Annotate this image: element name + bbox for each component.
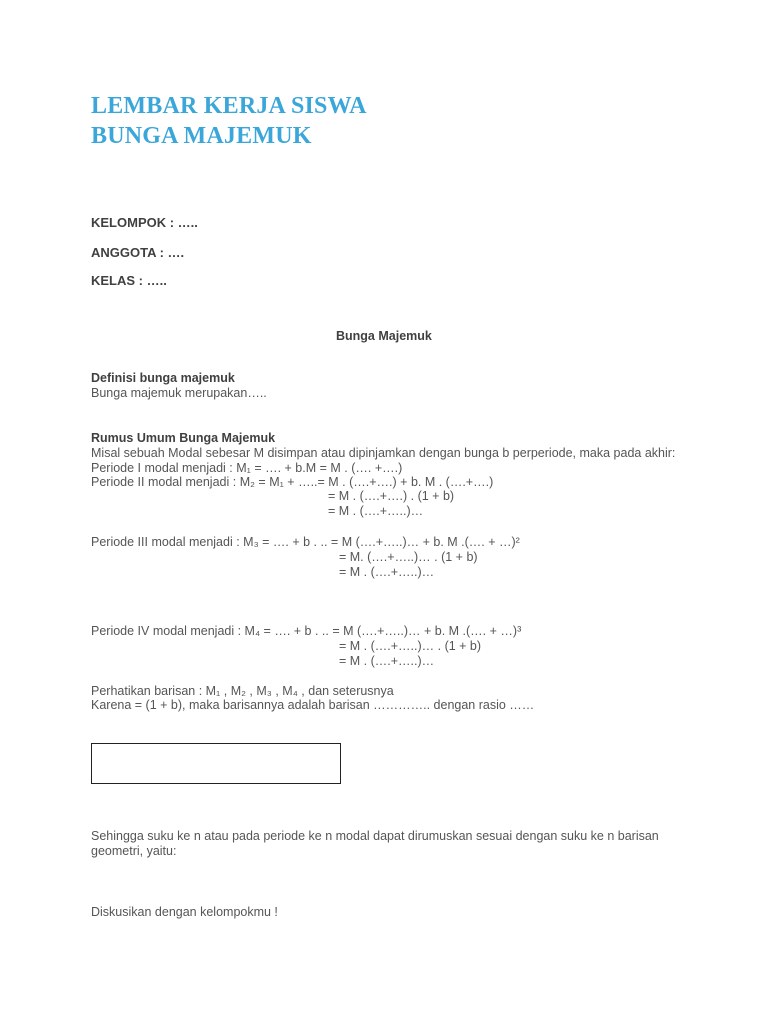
worksheet-title-line1: LEMBAR KERJA SISWA xyxy=(91,93,367,119)
periode-1: Periode I modal menjadi : M₁ = …. + b.M = M . (…. +….) xyxy=(91,461,403,475)
periode-3-line2: = M. (….+…..)… . (1 + b) xyxy=(339,550,478,564)
periode-4-line3: = M . (….+…..)… xyxy=(339,654,435,668)
periode-2-line3: = M . (….+…..)… xyxy=(328,504,424,518)
definisi-heading: Definisi bunga majemuk xyxy=(91,371,235,385)
karena-text: Karena = (1 + b), maka barisannya adalah barisan ………….. dengan rasio …… xyxy=(91,698,535,712)
sehingga-line1: Sehingga suku ke n atau pada periode ke n modal dapat dirumuskan sesuai dengan suku ke n barisan xyxy=(91,829,659,843)
periode-2-line1: Periode II modal menjadi : M₂ = M₁ + …..= M . (….+….) + b. M . (….+….) xyxy=(91,475,494,489)
section-title: Bunga Majemuk xyxy=(336,329,432,343)
periode-3-line3: = M . (….+…..)… xyxy=(339,565,435,579)
anggota-label: ANGGOTA : …. xyxy=(91,245,185,260)
periode-4-line1: Periode IV modal menjadi : M₄ = …. + b . .. = M (….+…..)… + b. M .(…. + …)³ xyxy=(91,624,522,638)
rumus-heading: Rumus Umum Bunga Majemuk xyxy=(91,431,276,445)
kelas-label: KELAS : ….. xyxy=(91,273,167,288)
kelompok-label: KELOMPOK : ….. xyxy=(91,215,198,230)
sehingga-line2: geometri, yaitu: xyxy=(91,844,177,858)
answer-box[interactable] xyxy=(91,743,341,784)
definisi-text: Bunga majemuk merupakan….. xyxy=(91,386,267,400)
diskusi-text: Diskusikan dengan kelompokmu ! xyxy=(91,905,278,919)
periode-4-line2: = M . (….+…..)… . (1 + b) xyxy=(339,639,482,653)
worksheet-title-line2: BUNGA MAJEMUK xyxy=(91,123,312,149)
periode-2-line2: = M . (….+….) . (1 + b) xyxy=(328,489,455,503)
rumus-intro: Misal sebuah Modal sebesar M disimpan atau dipinjamkan dengan bunga b perperiode, maka pada akhir: xyxy=(91,446,676,460)
periode-3-line1: Periode III modal menjadi : M₃ = …. + b . .. = M (….+…..)… + b. M .(…. + …)² xyxy=(91,535,520,549)
barisan-text: Perhatikan barisan : M₁ , M₂ , M₃ , M₄ , dan seterusnya xyxy=(91,684,394,698)
